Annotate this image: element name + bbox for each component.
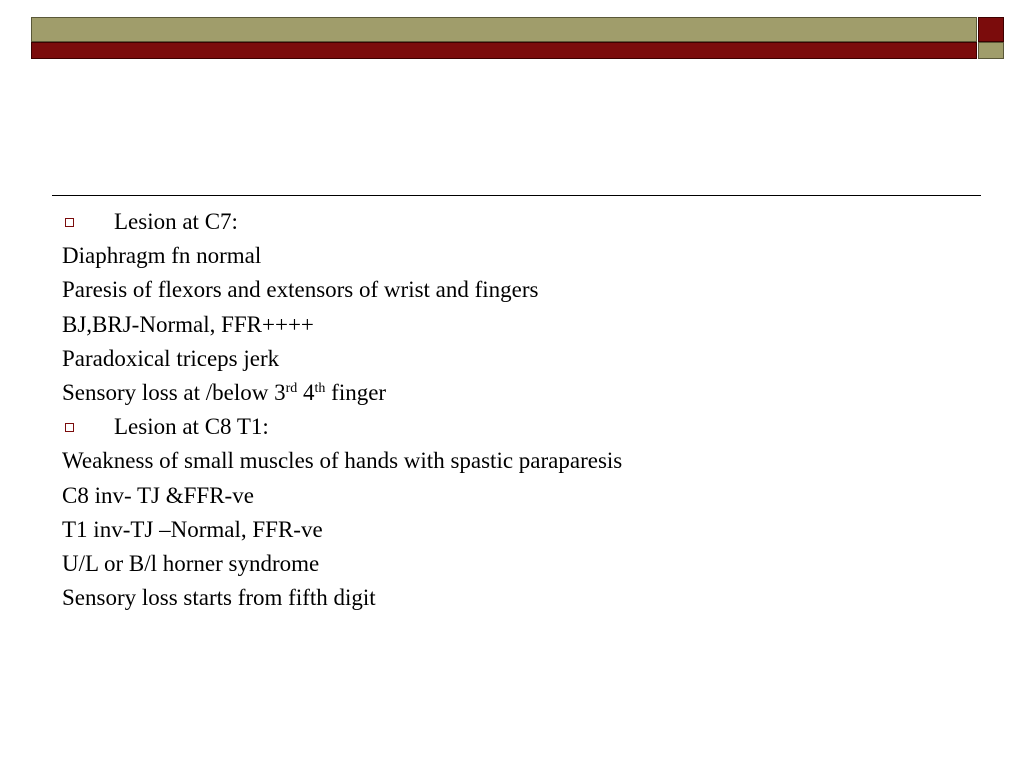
c8t1-detail-line: Sensory loss starts from fifth digit: [62, 585, 376, 611]
header-band-olive: [31, 17, 977, 42]
header-square-olive: [978, 42, 1004, 59]
square-bullet-icon: [65, 423, 74, 432]
c7-heading: Lesion at C7:: [114, 209, 238, 234]
sensory-prefix: Sensory loss at /below 3: [62, 379, 286, 405]
superscript-th: th: [314, 380, 326, 396]
bullet-item-c7: [62, 205, 982, 239]
title-divider: [52, 195, 981, 196]
c7-detail-line: BJ,BRJ-Normal, FFR++++: [62, 311, 314, 337]
header-square-maroon: [978, 17, 1004, 42]
bullet-item-c8t1: [62, 410, 982, 444]
c8t1-detail-line: C8 inv- TJ &FFR-ve: [62, 482, 254, 508]
c7-detail-line: Paresis of flexors and extensors of wrist and fingers: [62, 277, 539, 303]
superscript-rd: rd: [285, 380, 298, 396]
slide-body: [62, 205, 982, 615]
c7-detail-line: Diaphragm fn normal: [62, 243, 262, 269]
c7-detail-line: Paradoxical triceps jerk: [62, 345, 280, 371]
square-bullet-icon: [65, 218, 74, 227]
c8t1-heading: Lesion at C8 T1:: [114, 414, 269, 440]
sensory-mid: 4: [297, 379, 315, 405]
c8t1-detail-line: T1 inv-TJ –Normal, FFR-ve: [62, 516, 323, 542]
c8t1-detail-line: U/L or B/l horner syndrome: [62, 550, 320, 576]
c7-sensory-line: [62, 376, 982, 410]
header-band-maroon: [31, 42, 977, 59]
c8t1-detail-line: Weakness of small muscles of hands with spastic paraparesis: [62, 448, 623, 474]
sensory-suffix: finger: [325, 379, 387, 405]
